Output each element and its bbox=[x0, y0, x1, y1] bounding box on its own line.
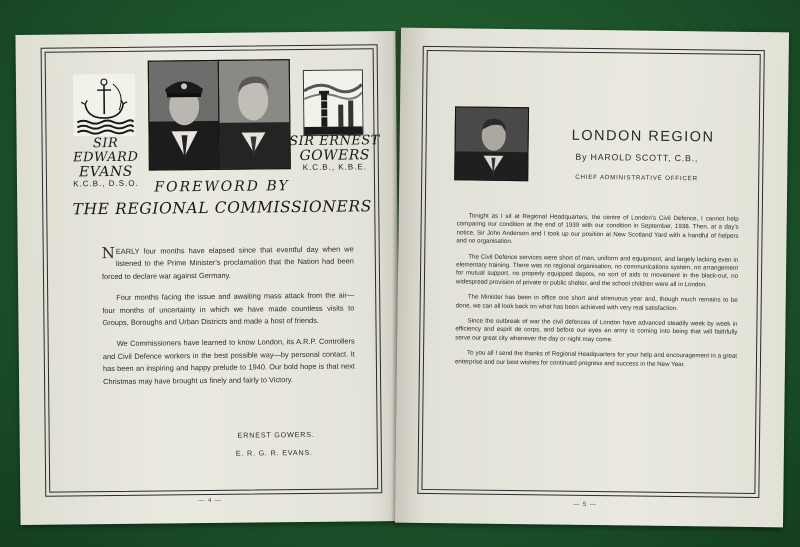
commissioner-2-name-line-1: SIR ERNEST bbox=[289, 133, 380, 150]
region-paragraph-4: Since the outbreak of war the civil defences of London have advanced steadily week by week in efficiency and esprit de corps, and before our eyes an army is coming into being that will faithfully serve our great city whenever the day or night may come. bbox=[455, 317, 738, 344]
commissioner-1-name-line-2: EVANS bbox=[78, 163, 133, 181]
region-paragraph-2: The Civil Defence services were short of men, uniform and equipment, and largely lacking even in elementary training. There was no regional organisation, no communications system, no arrangement for mutual support, no properly equipped depots, no sort of aids to movement in the black-out, no widespread provision of private or public shelter, and the school children were all in London. bbox=[455, 253, 739, 289]
foreword-paragraph-1 bbox=[102, 243, 354, 283]
commissioner-1-honours: K.C.B., D.S.O. bbox=[73, 178, 139, 189]
commissioner-1-name-line-1: SIR EDWARD bbox=[73, 135, 139, 166]
london-region-body bbox=[455, 212, 739, 377]
foreword-dropcap: N bbox=[101, 243, 115, 263]
page-number-right: — 5 — bbox=[573, 501, 597, 509]
signature-gowers: ERNEST GOWERS. bbox=[237, 429, 315, 440]
portrait-sir-ernest-gowers bbox=[218, 59, 291, 170]
anchor-emblem-icon bbox=[73, 74, 136, 137]
right-page bbox=[395, 28, 789, 528]
commissioner-2-label bbox=[289, 134, 381, 172]
foreword-title-line-2: THE REGIONAL COMMISSIONERS bbox=[72, 197, 372, 219]
region-title: LONDON REGION bbox=[571, 127, 715, 146]
left-page bbox=[15, 31, 400, 525]
page-number-left: — 4 — bbox=[198, 497, 223, 505]
foreword-paragraph-1-text: EARLY four months have elapsed since that eventful day when we listened to the Prime Minister's proclamation that the Nation had been forced to declare war against Germany. bbox=[101, 244, 354, 281]
commissioner-2-honours: K.C.B., K.B.E. bbox=[302, 162, 368, 173]
region-paragraph-3: The Minister has been in office one short and strenuous year and, though much remains to be done, we can all look back on what has been achieved with very real satisfaction. bbox=[455, 293, 738, 312]
foreword-paragraph-3: We Commissioners have learned to know London, its A.R.P. Controllers and Civil Defence workers in the best possible way—by personal contact. It has been an inspiring and happy prelude to 1940. Our bold hope is that next Christmas may have brought us finely and fairly to Victory. bbox=[102, 336, 355, 386]
commissioner-2-name-line-2: GOWERS bbox=[299, 147, 371, 165]
author-byline: By HAROLD SCOTT, C.B., bbox=[575, 151, 699, 164]
author-position: CHIEF ADMINISTRATIVE OFFICER bbox=[575, 173, 698, 183]
portrait-harold-scott bbox=[454, 106, 529, 181]
region-paragraph-1: Tonight as I sit at Regional Headquarters, the centre of London's Civil Defence, I cannot help comparing our condition at the end of 1939 with our condition in September, 1938. Then, at a day's notice, Sir John Anderson and I took up our position at New Scotland Yard with a handful of helpers and no organisation. bbox=[456, 212, 739, 246]
foreword-paragraph-2: Four months facing the issue and awaiting mass attack from the air—four months of uncertainty in which we have made countless visits to Groups, Boroughs and Urban Districts and made a host of friends. bbox=[102, 290, 355, 328]
foreword-body bbox=[102, 243, 356, 397]
foreword-title-line-1: FOREWORD BY bbox=[154, 178, 290, 196]
portrait-sir-edward-evans bbox=[148, 60, 221, 171]
region-paragraph-5: To you all I send the thanks of Regional Headquarters for your help and encouragement in a great enterprise and our best wishes for continued progress and success in the New Year. bbox=[454, 349, 738, 368]
oil-well-emblem-icon bbox=[303, 69, 364, 136]
signature-evans: E. R. G. R. EVANS. bbox=[235, 447, 313, 458]
